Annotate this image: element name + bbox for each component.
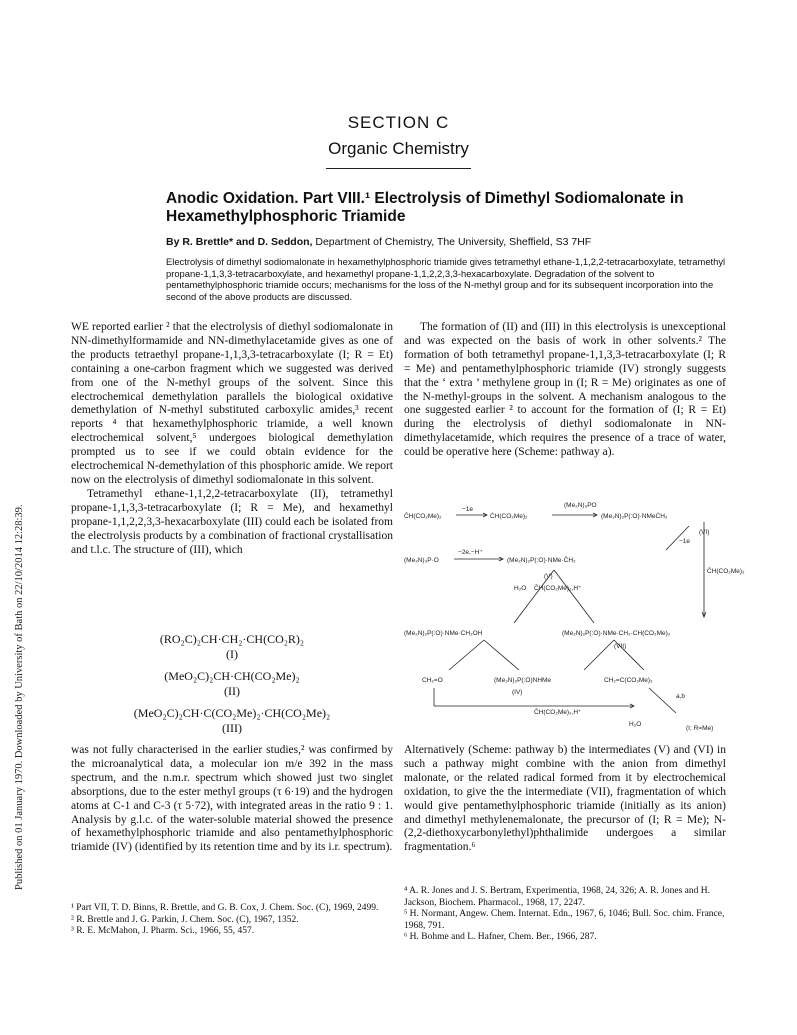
footnote: ⁵ H. Normant, Angew. Chem. Internat. Edn., 1967, 6, 1046; Bull. Soc. chim. France, 1968, 791. xyxy=(404,909,725,931)
scheme-text: C̄H(CO₂Me)₂,H⁺ xyxy=(534,709,582,716)
scheme-text: H₂O xyxy=(514,585,527,592)
scheme-text: H₂O xyxy=(629,721,642,728)
footnotes-left xyxy=(71,903,393,938)
scheme-text: (Me₂N)₂P(:O)·NMeĊH₂ xyxy=(601,513,668,520)
paragraph: Alternatively (Scheme: pathway b) the intermediates (V) and (VI) in such a pathway might combine with the anion from dimethyl malonate, or the related radical formed from it by electrochemical oxidation, to give the the intermediate (VII), fragmentation of which would give pentamethylphosphoric triamide (initially as its anion) and dimethyl methylenemalonate, the precursor of (I; R = Me); N-(2,2-diethoxycarbonylethyl)phthalimide undergoes a similar fragmentation.⁶ xyxy=(404,744,726,854)
formula-III: (MeO₂C)₂CH·C(CO₂Me)₂·CH(CO₂Me)₂ (III) xyxy=(133,706,331,735)
footnote: ¹ Part VII, T. D. Binns, R. Brettle, and G. B. Cox, J. Chem. Soc. (C), 1969, 2499. xyxy=(71,903,379,913)
paragraph: Tetramethyl ethane-1,1,2,2-tetracarboxylate (II), tetramethyl propane-1,1,3,3-tetracarboxylate (I; R = Me), and hexamethyl propane-1,1,2,2,3,3-hexacarboxylate (III) could each be isolated from the electrolysis products by a combination of fractional crystallisation and t.l.c. The structure of (III), which xyxy=(71,487,393,556)
paragraph: WE reported earlier ² that the electrolysis of diethyl sodiomalonate in NN-dimethylformamide and NN-dimethylacetamide gives as one of the products tetraethyl propane-1,1,3,3-tetracarboxylate (I; R = Et) containing a one-carbon fragment which we suggested was derived from one of the N-methyl groups of the solvent. Since this electrochemical demethylation parallels the biological oxidative demethylation of N-methyl substituted carboxylic amides,³ recent reports ⁴ that hexamethylphosphoric triamide, a well known electrochemical solvent,⁵ undergoes biological demethylation prompted us to see if we could obtain evidence for the electrochemical N-demethylation of this phosphoric amide. We report now on the electrolysis of dimethyl sodiomalonate in this solvent. xyxy=(71,321,393,486)
scheme-text: −2e,−H⁺ xyxy=(458,549,483,556)
scheme-text: −1e xyxy=(462,506,474,513)
column-left-top xyxy=(71,321,393,557)
affiliation: Department of Chemistry, The University, Sheffield, S3 7HF xyxy=(315,236,592,248)
authors-line xyxy=(166,236,766,248)
scheme-text: (Me₂N)₂P(:O)·NMe·CH₂·CH(CO₂Me)₂ xyxy=(562,630,671,637)
article-title: Anodic Oxidation. Part VIII.¹ Electrolysis of Dimethyl Sodiomalonate in Hexamethylphosphoric Triamide xyxy=(166,190,684,225)
heading-rule xyxy=(326,168,471,169)
scheme-text: (Me₂N)₂P(:O)·NMe·CH₂OH xyxy=(404,630,483,637)
scheme-text: (VII) xyxy=(614,643,627,650)
scheme-text: ĊH(CO₂Me)₂ xyxy=(490,513,528,520)
scheme-text: (Me₂N)₂P(:O)NHMe xyxy=(494,677,552,684)
scheme-text: C̄H(CO₂Me)₂ xyxy=(404,513,442,520)
scheme-text: a,b xyxy=(676,693,686,700)
footnote: ² R. Brettle and J. G. Parkin, J. Chem. Soc. (C), 1967, 1352. xyxy=(71,914,299,925)
scheme-text: (Me₂N)₃P·O xyxy=(404,557,439,564)
paragraph: was not fully characterised in the earlier studies,² was confirmed by the microanalytical data, a molecular ion m/e 392 in the mass spectrum, and the n.m.r. spectrum which showed just two singlet absorptions, due to the ester methyl groups (τ 6·19) and the hydrogen atoms at C-1 and C-3 (τ 5·72), with integrated areas in the ratio 9 : 1. Analysis by g.l.c. of the water-soluble material showed the presence of hexamethylphosphoric triamide and also pentamethylphosphoric triamide (IV) (identified by its retention time and by its i.r. spectrum). xyxy=(71,744,393,854)
abstract: Electrolysis of dimethyl sodiomalonate in hexamethylphosphoric triamide gives tetramethyl ethane-1,1,2,2-tetracarboxylate, tetramethyl propane-1,1,3,3-tetracarboxylate, and hexamethyl propane-1,1,2,2,3,3-hexacarboxylate. Degradation of the solvent to pentamethylphosphoric triamide occurs; mechanisms for the loss of the N-methyl group and for its subsequent incorporation into the second of the above products are discussed. xyxy=(166,256,726,303)
scheme-text: (VI) xyxy=(699,529,710,536)
scheme-text: C̄H(CO₂Me)₂,H⁺ xyxy=(534,585,582,592)
scheme-text: (Me₂N)₂P(:O)·NMe·C̄H₂ xyxy=(507,557,576,564)
formula-II: (MeO₂C)₂CH·CH(CO₂Me)₂ (II) xyxy=(164,669,300,698)
scheme-text: CH₂=O xyxy=(422,677,443,684)
reaction-scheme xyxy=(404,498,745,738)
scheme-text: C̄H(CO₂Me)₂ xyxy=(707,568,745,575)
scheme-text: (V) xyxy=(544,573,553,580)
paragraph: The formation of (II) and (III) in this electrolysis is unexceptional and was expected on the basis of work in other solvents.² The formation of both tetramethyl propane-1,1,3,3-tetracarboxylate (I; R = Me) and pentamethylphosphoric triamide (IV) strongly suggests that the ‘ extra ’ methylene group in (I; R = Me) originates as one of the N-methyl-groups in the solvent. A mechanism analogous to the one suggested earlier ² to account for the formation of (I; R = Et) during the electrolysis of diethyl sodiomalonate in NN-dimethylacetamide, which requires the presence of a trace of water, could be operative here (Scheme: pathway a). xyxy=(404,321,726,459)
footnotes-right xyxy=(404,886,726,944)
scheme-text: (IV) xyxy=(512,689,523,696)
section-heading: SECTION C xyxy=(347,113,450,132)
footnote: ⁴ A. R. Jones and J. S. Bertram, Experimentia, 1968, 24, 326; A. R. Jones and H. Jackson, Biochem. Pharmacol., 1968, 17, 2247. xyxy=(404,886,710,908)
column-left-bottom xyxy=(71,744,393,855)
scheme-text: (Me₂N)₃PO xyxy=(564,502,597,509)
footnote: ³ R. E. McMahon, J. Pharm. Sci., 1966, 55, 457. xyxy=(71,926,255,936)
column-right-top xyxy=(404,321,726,460)
download-note: Published on 01 January 1970. Downloaded by University of Bath on 22/10/2014 12:28:39. xyxy=(14,504,25,890)
scheme-text: −1e xyxy=(679,538,691,545)
authors: By R. Brettle* and D. Seddon, xyxy=(166,236,313,248)
scheme-text: (I; R=Me) xyxy=(686,725,714,732)
footnote: ⁶ H. Bohme and L. Hafner, Chem. Ber., 1966, 287. xyxy=(404,932,597,942)
scheme-text: CH₂=C(CO₂Me)₂ xyxy=(604,677,653,684)
formula-I: (RO₂C)₂CH·CH₂·CH(CO₂R)₂ (I) xyxy=(159,632,305,661)
column-right-bottom xyxy=(404,744,726,855)
subject-heading: Organic Chemistry xyxy=(328,139,469,158)
